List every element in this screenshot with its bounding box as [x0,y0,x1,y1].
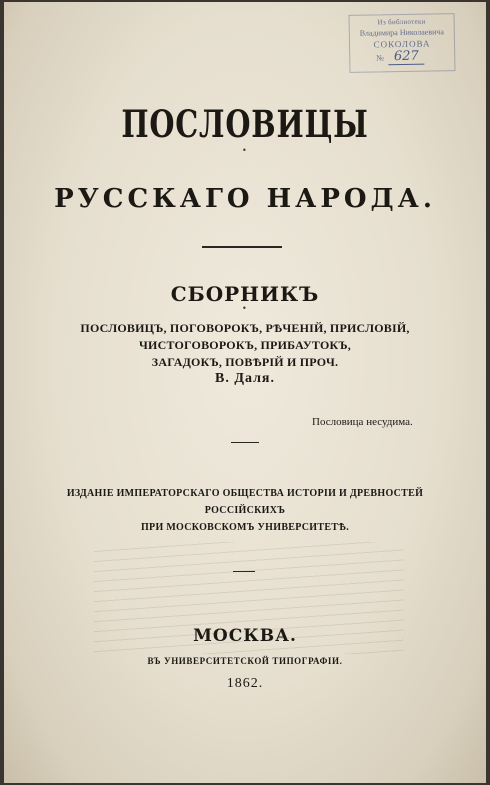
dot-ornament: • [242,146,247,155]
imprint-city: МОСКВА. [193,626,297,646]
publisher-line-2: ПРИ МОСКОВСКОМЪ УНИВЕРСИТЕТѢ. [140,522,350,533]
book-title-line-2: РУССКАГО НАРОДА. [54,184,436,214]
subtitle: СБОРНИКЪ [170,282,320,306]
library-stamp [349,13,456,73]
stamp-line-1: Из библиотеки [377,17,426,27]
stamp-number-prefix: № [376,53,384,63]
description-line-2: ЗАГАДОКЪ, ПОВѢРІЙ И ПРОЧ. [151,355,339,369]
imprint-printer: ВЪ УНИВЕРСИТЕТСКОЙ ТИПОГРАФІИ. [147,656,343,666]
description [34,320,456,371]
stamp-number: 627 [388,49,425,66]
stamp-number-row [352,49,452,66]
imprint-year: 1862. [226,676,264,691]
title-page [4,2,486,783]
author: В. Даля. [214,371,276,386]
publisher [34,485,456,536]
stamp-line-3: СОКОЛОВА [373,38,431,50]
divider-rule [202,246,282,248]
dot-ornament: • [242,304,247,313]
stamp-line-2: Владимира Николаевича [359,27,445,38]
book-title-line-1: ПОСЛОВИЦЫ [121,102,369,146]
epigraph: Пословица несудима. [312,416,413,428]
divider-rule [233,571,255,572]
divider-rule [231,442,259,443]
publisher-line-1: ИЗДАНІЕ ИМПЕРАТОРСКАГО ОБЩЕСТВА ИСТОРІИ И ДРЕВНОСТЕЙ РОССІЙСКИХЪ [66,488,424,516]
description-line-1: ПОСЛОВИЦЪ, ПОГОВОРОКЪ, РѢЧЕНІЙ, ПРИСЛОВІЙ, ЧИСТОГОВОРОКЪ, ПРИБАУТОКЪ, [80,321,410,352]
